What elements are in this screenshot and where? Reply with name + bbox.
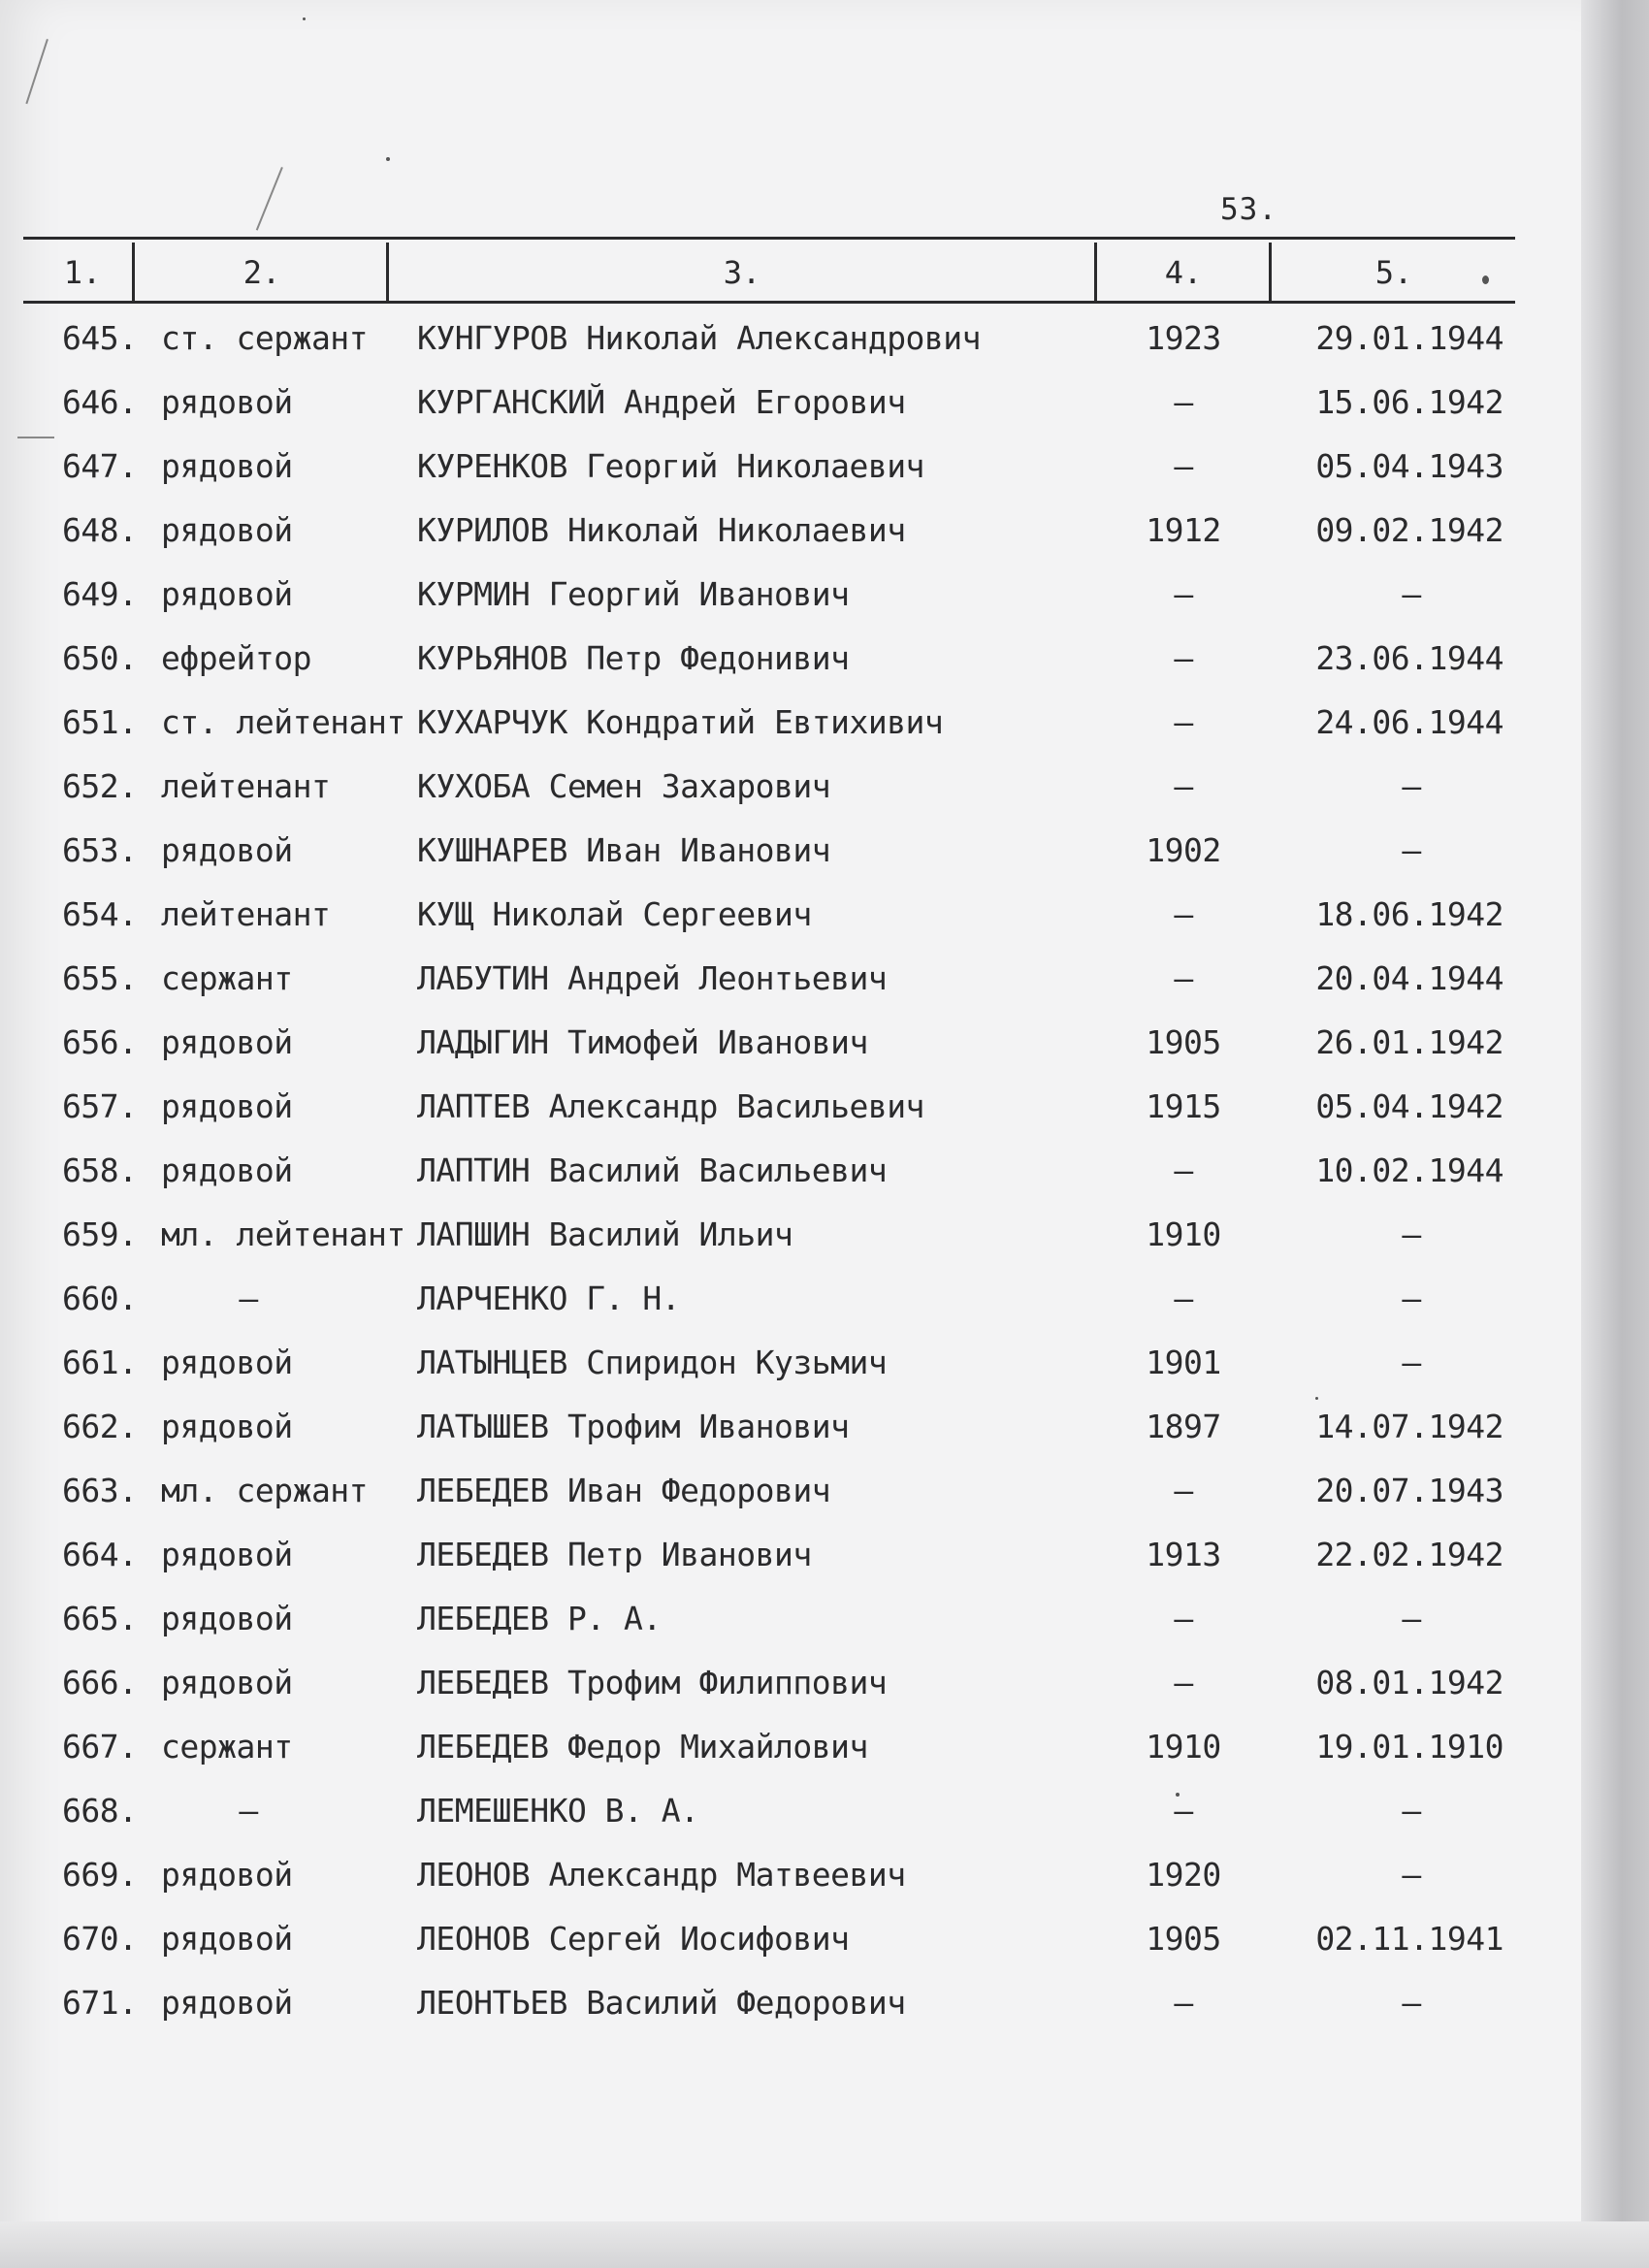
row-date: – xyxy=(1402,1600,1421,1637)
row-birth-year: – xyxy=(1174,1664,1193,1701)
row-rank: рядовой xyxy=(161,1920,293,1958)
row-rank: ст. лейтенант xyxy=(161,703,405,741)
row-number: 647. xyxy=(62,447,138,485)
row-number: 645. xyxy=(62,319,138,357)
table-row xyxy=(0,1075,1591,1139)
table-row xyxy=(0,1715,1591,1779)
row-number: 667. xyxy=(62,1728,138,1766)
row-date: – xyxy=(1402,575,1421,613)
row-rank: рядовой xyxy=(161,1023,293,1061)
row-birth-year: 1912 xyxy=(1146,511,1221,549)
row-date: 24.06.1944 xyxy=(1315,703,1504,741)
row-date: – xyxy=(1402,1344,1421,1381)
column-divider xyxy=(1094,243,1097,301)
row-full-name: ЛАБУТИН Андрей Леонтьевич xyxy=(417,959,888,997)
column-header-date: 5. xyxy=(1374,254,1413,291)
row-birth-year: – xyxy=(1174,1600,1193,1637)
row-number: 654. xyxy=(62,895,138,933)
row-date: 10.02.1944 xyxy=(1315,1151,1504,1189)
table-row xyxy=(0,563,1591,627)
row-rank: ст. сержант xyxy=(161,319,369,357)
row-date: 19.01.1910 xyxy=(1315,1728,1504,1766)
row-number: 658. xyxy=(62,1151,138,1189)
table-row xyxy=(0,819,1591,883)
scan-bottom-shadow xyxy=(0,2221,1649,2268)
row-number: 649. xyxy=(62,575,138,613)
row-full-name: КУРЕНКОВ Георгий Николаевич xyxy=(417,447,924,485)
row-date: 23.06.1944 xyxy=(1315,639,1504,677)
table-row xyxy=(0,1395,1591,1459)
row-date: – xyxy=(1402,1215,1421,1253)
table-row xyxy=(0,1523,1591,1587)
table-row xyxy=(0,1203,1591,1267)
row-full-name: ЛЕОНОВ Сергей Иосифович xyxy=(417,1920,850,1958)
row-rank: рядовой xyxy=(161,447,293,485)
row-full-name: КУНГУРОВ Николай Александрович xyxy=(417,319,982,357)
scan-speck xyxy=(386,157,390,161)
row-full-name: ЛЕБЕДЕВ Трофим Филиппович xyxy=(417,1664,888,1701)
row-number: 662. xyxy=(62,1408,138,1445)
column-header-rank: 2. xyxy=(242,254,281,291)
column-header-number: 1. xyxy=(63,254,102,291)
row-date: – xyxy=(1402,1984,1421,2022)
row-date: 02.11.1941 xyxy=(1315,1920,1504,1958)
row-rank: рядовой xyxy=(161,1856,293,1894)
row-birth-year: 1897 xyxy=(1146,1408,1221,1445)
row-full-name: ЛЕМЕШЕНКО В. А. xyxy=(417,1792,699,1830)
table-row xyxy=(0,627,1591,691)
table-row xyxy=(0,883,1591,947)
row-number: 656. xyxy=(62,1023,138,1061)
row-full-name: ЛАТЫНЦЕВ Спиридон Кузьмич xyxy=(417,1344,888,1381)
row-full-name: ЛАДЫГИН Тимофей Иванович xyxy=(417,1023,868,1061)
row-date: – xyxy=(1402,1856,1421,1894)
row-full-name: ЛАРЧЕНКО Г. Н. xyxy=(417,1280,681,1317)
table-row xyxy=(0,499,1591,563)
table-row xyxy=(0,371,1591,435)
row-number: 659. xyxy=(62,1215,138,1253)
row-full-name: ЛЕБЕДЕВ Федор Михайлович xyxy=(417,1728,868,1766)
row-number: 665. xyxy=(62,1600,138,1637)
row-rank: мл. сержант xyxy=(161,1472,369,1509)
row-number: 660. xyxy=(62,1280,138,1317)
row-rank: рядовой xyxy=(161,1408,293,1445)
row-birth-year: – xyxy=(1174,895,1193,933)
row-full-name: ЛАПШИН Василий Ильич xyxy=(417,1215,793,1253)
column-header-birth-year: 4. xyxy=(1164,254,1203,291)
table-row xyxy=(0,1267,1591,1331)
row-full-name: КУРМИН Георгий Иванович xyxy=(417,575,850,613)
row-number: 652. xyxy=(62,767,138,805)
row-rank: мл. лейтенант xyxy=(161,1215,405,1253)
row-number: 671. xyxy=(62,1984,138,2022)
row-number: 670. xyxy=(62,1920,138,1958)
row-full-name: КУХОБА Семен Захарович xyxy=(417,767,831,805)
row-number: 648. xyxy=(62,511,138,549)
row-birth-year: 1902 xyxy=(1146,831,1221,869)
row-date: 18.06.1942 xyxy=(1315,895,1504,933)
row-number: 657. xyxy=(62,1087,138,1125)
row-rank: – xyxy=(239,1792,258,1830)
row-date: 15.06.1942 xyxy=(1315,383,1504,421)
row-birth-year: 1910 xyxy=(1146,1215,1221,1253)
row-rank: рядовой xyxy=(161,1087,293,1125)
row-full-name: ЛАПТИН Василий Васильевич xyxy=(417,1151,888,1189)
row-birth-year: – xyxy=(1174,1792,1193,1830)
row-birth-year: – xyxy=(1174,575,1193,613)
row-full-name: ЛЕБЕДЕВ Петр Иванович xyxy=(417,1536,812,1573)
row-full-name: КУРЬЯНОВ Петр Федонивич xyxy=(417,639,850,677)
row-date: 20.04.1944 xyxy=(1315,959,1504,997)
row-date: 20.07.1943 xyxy=(1315,1472,1504,1509)
row-number: 664. xyxy=(62,1536,138,1573)
column-divider xyxy=(1269,243,1272,301)
row-rank: рядовой xyxy=(161,1344,293,1381)
table-row xyxy=(0,1971,1591,2035)
row-rank: сержант xyxy=(161,1728,293,1766)
row-number: 646. xyxy=(62,383,138,421)
row-full-name: ЛЕБЕДЕВ Иван Федорович xyxy=(417,1472,831,1509)
row-date: 05.04.1942 xyxy=(1315,1087,1504,1125)
table-row xyxy=(0,1331,1591,1395)
row-birth-year: 1920 xyxy=(1146,1856,1221,1894)
row-date: – xyxy=(1402,1792,1421,1830)
row-full-name: ЛЕБЕДЕВ Р. А. xyxy=(417,1600,662,1637)
row-full-name: КУШНАРЕВ Иван Иванович xyxy=(417,831,831,869)
table-row xyxy=(0,1587,1591,1651)
row-birth-year: 1913 xyxy=(1146,1536,1221,1573)
row-number: 650. xyxy=(62,639,138,677)
table-row xyxy=(0,1139,1591,1203)
row-birth-year: – xyxy=(1174,383,1193,421)
row-number: 663. xyxy=(62,1472,138,1509)
column-header-name: 3. xyxy=(723,254,761,291)
row-date: 09.02.1942 xyxy=(1315,511,1504,549)
scan-speck xyxy=(303,17,306,20)
row-date: – xyxy=(1402,1280,1421,1317)
row-birth-year: – xyxy=(1174,959,1193,997)
row-full-name: КУХАРЧУК Кондратий Евтихивич xyxy=(417,703,944,741)
row-number: 661. xyxy=(62,1344,138,1381)
table-row xyxy=(0,755,1591,819)
row-birth-year: 1915 xyxy=(1146,1087,1221,1125)
row-birth-year: – xyxy=(1174,639,1193,677)
row-birth-year: – xyxy=(1174,703,1193,741)
row-birth-year: – xyxy=(1174,447,1193,485)
row-full-name: КУРГАНСКИЙ Андрей Егорович xyxy=(417,383,906,421)
table-row xyxy=(0,307,1591,371)
row-number: 655. xyxy=(62,959,138,997)
table-row xyxy=(0,1459,1591,1523)
table-row xyxy=(0,691,1591,755)
row-rank: – xyxy=(239,1280,258,1317)
row-rank: рядовой xyxy=(161,575,293,613)
row-birth-year: 1901 xyxy=(1146,1344,1221,1381)
row-rank: рядовой xyxy=(161,1151,293,1189)
row-full-name: ЛАПТЕВ Александр Васильевич xyxy=(417,1087,924,1125)
row-full-name: ЛАТЫШЕВ Трофим Иванович xyxy=(417,1408,850,1445)
column-divider xyxy=(386,243,389,301)
row-rank: рядовой xyxy=(161,831,293,869)
row-date: 26.01.1942 xyxy=(1315,1023,1504,1061)
row-rank: рядовой xyxy=(161,383,293,421)
row-number: 669. xyxy=(62,1856,138,1894)
row-birth-year: – xyxy=(1174,1984,1193,2022)
row-rank: рядовой xyxy=(161,1984,293,2022)
row-date: – xyxy=(1402,831,1421,869)
scan-edge-shadow xyxy=(1581,0,1649,2268)
row-birth-year: 1923 xyxy=(1146,319,1221,357)
row-date: 08.01.1942 xyxy=(1315,1664,1504,1701)
table-header-top-rule xyxy=(23,237,1515,240)
row-full-name: ЛЕОНОВ Александр Матвеевич xyxy=(417,1856,906,1894)
row-date: 05.04.1943 xyxy=(1315,447,1504,485)
row-number: 651. xyxy=(62,703,138,741)
row-rank: лейтенант xyxy=(161,767,331,805)
row-number: 666. xyxy=(62,1664,138,1701)
row-rank: лейтенант xyxy=(161,895,331,933)
table-row xyxy=(0,1843,1591,1907)
row-full-name: КУЩ Николай Сергеевич xyxy=(417,895,812,933)
row-birth-year: – xyxy=(1174,1472,1193,1509)
row-rank: рядовой xyxy=(161,511,293,549)
table-row xyxy=(0,947,1591,1011)
row-birth-year: – xyxy=(1174,1280,1193,1317)
column-divider xyxy=(132,243,135,301)
row-full-name: КУРИЛОВ Николай Николаевич xyxy=(417,511,906,549)
table-row xyxy=(0,435,1591,499)
row-rank: рядовой xyxy=(161,1536,293,1573)
table-row xyxy=(0,1011,1591,1075)
table-header-bottom-rule xyxy=(23,301,1515,304)
row-number: 653. xyxy=(62,831,138,869)
row-full-name: ЛЕОНТЬЕВ Василий Федорович xyxy=(417,1984,906,2022)
row-birth-year: 1905 xyxy=(1146,1920,1221,1958)
table-row xyxy=(0,1907,1591,1971)
row-rank: сержант xyxy=(161,959,293,997)
table-row xyxy=(0,1779,1591,1843)
row-rank: рядовой xyxy=(161,1664,293,1701)
row-birth-year: 1910 xyxy=(1146,1728,1221,1766)
row-date: – xyxy=(1402,767,1421,805)
row-birth-year: 1905 xyxy=(1146,1023,1221,1061)
page-number: 53. xyxy=(1220,192,1277,227)
row-birth-year: – xyxy=(1174,1151,1193,1189)
row-date: 29.01.1944 xyxy=(1315,319,1504,357)
row-date: 22.02.1942 xyxy=(1315,1536,1504,1573)
row-number: 668. xyxy=(62,1792,138,1830)
row-date: 14.07.1942 xyxy=(1315,1408,1504,1445)
row-rank: рядовой xyxy=(161,1600,293,1637)
table-row xyxy=(0,1651,1591,1715)
row-birth-year: – xyxy=(1174,767,1193,805)
row-rank: ефрейтор xyxy=(161,639,311,677)
